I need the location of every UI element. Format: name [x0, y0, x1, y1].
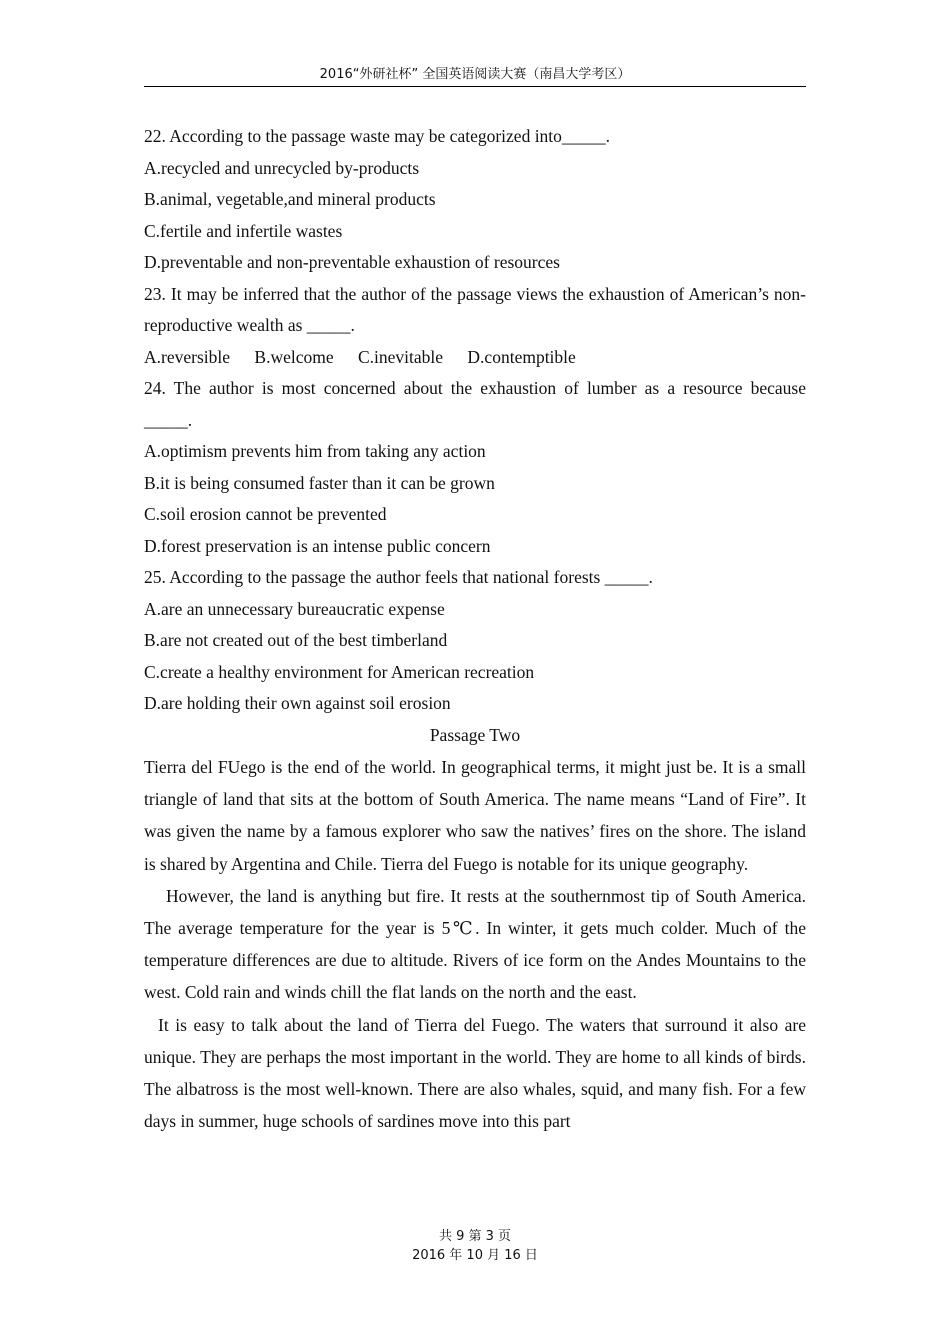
option-c: C.inevitable: [357, 346, 444, 367]
page-date: 2016 年 10 月 16 日: [412, 1248, 538, 1263]
passage-paragraph-3: It is easy to talk about the land of Tierra del Fuego. The waters that surround it also are unique. They are perhaps the most important in the world. They are home to all kinds of birds. The albatross is the most well-known. There are also whales, squid, and many fish. For a few days in summer, huge schools of sardines move into this part: [144, 1014, 806, 1132]
passage-paragraph-2: However, the land is anything but fire. It rests at the southernmost tip of South America. The average temperature for the year is 5℃. In winter, it gets much colder. Much of the temperature differences are due to altitude. Rivers of ice form on the Andes Mountains to the west. Cold rain and winds chill the flat lands on the north and the east.: [144, 885, 806, 1003]
page-number: 共 9 第 3 页: [438, 1229, 512, 1244]
page-content: [144, 121, 806, 1137]
question-stem: 24. The author is most concerned about the exhaustion of lumber as a resource because _____.: [144, 378, 806, 430]
question-24: [144, 373, 806, 562]
page-header: [144, 64, 806, 87]
option-b: B.welcome: [254, 346, 334, 367]
question-25: [144, 562, 806, 720]
option-c: C.fertile and infertile wastes: [144, 220, 343, 241]
option-b: B.animal, vegetable,and mineral products: [144, 189, 436, 209]
option-a: A.optimism prevents him from taking any action: [144, 441, 486, 461]
option-d: D.contemptible: [467, 346, 576, 367]
option-d: D.are holding their own against soil erosion: [144, 693, 451, 713]
question-23: [144, 279, 806, 374]
option-a: A.reversible: [144, 346, 231, 367]
option-c: C.soil erosion cannot be prevented: [144, 504, 387, 524]
option-d: D.preventable and non-preventable exhaustion of resources: [144, 252, 560, 272]
header-title: 2016“外研社杯” 全国英语阅读大赛（南昌大学考区）: [319, 67, 631, 82]
passage-title: Passage Two: [429, 724, 521, 745]
question-stem: 23. It may be inferred that the author of the passage views the exhaustion of American’s non-reproductive wealth as _____.: [144, 283, 806, 335]
option-d: D.forest preservation is an intense public concern: [144, 535, 491, 556]
passage-paragraph-1: Tierra del FUego is the end of the world. In geographical terms, it might just be. It is a small triangle of land that sits at the bottom of South America. The name means “Land of Fire”. It was given the name by a famous explorer who saw the natives’ fires on the shore. The island is shared by Argentina and Chile. Tierra del Fuego is notable for its unique geography.: [144, 757, 806, 874]
option-b: B.are not created out of the best timberland: [144, 630, 448, 650]
option-a: A.recycled and unrecycled by-products: [144, 157, 420, 178]
options-row: [144, 342, 806, 374]
option-a: A.are an unnecessary bureaucratic expense: [144, 598, 445, 619]
question-stem: 25. According to the passage the author feels that national forests _____.: [144, 567, 653, 587]
question-stem: 22. According to the passage waste may be categorized into_____.: [144, 126, 611, 146]
option-b: B.it is being consumed faster than it can be grown: [144, 472, 495, 493]
question-22: [144, 121, 806, 279]
option-c: C.create a healthy environment for American recreation: [144, 661, 535, 682]
